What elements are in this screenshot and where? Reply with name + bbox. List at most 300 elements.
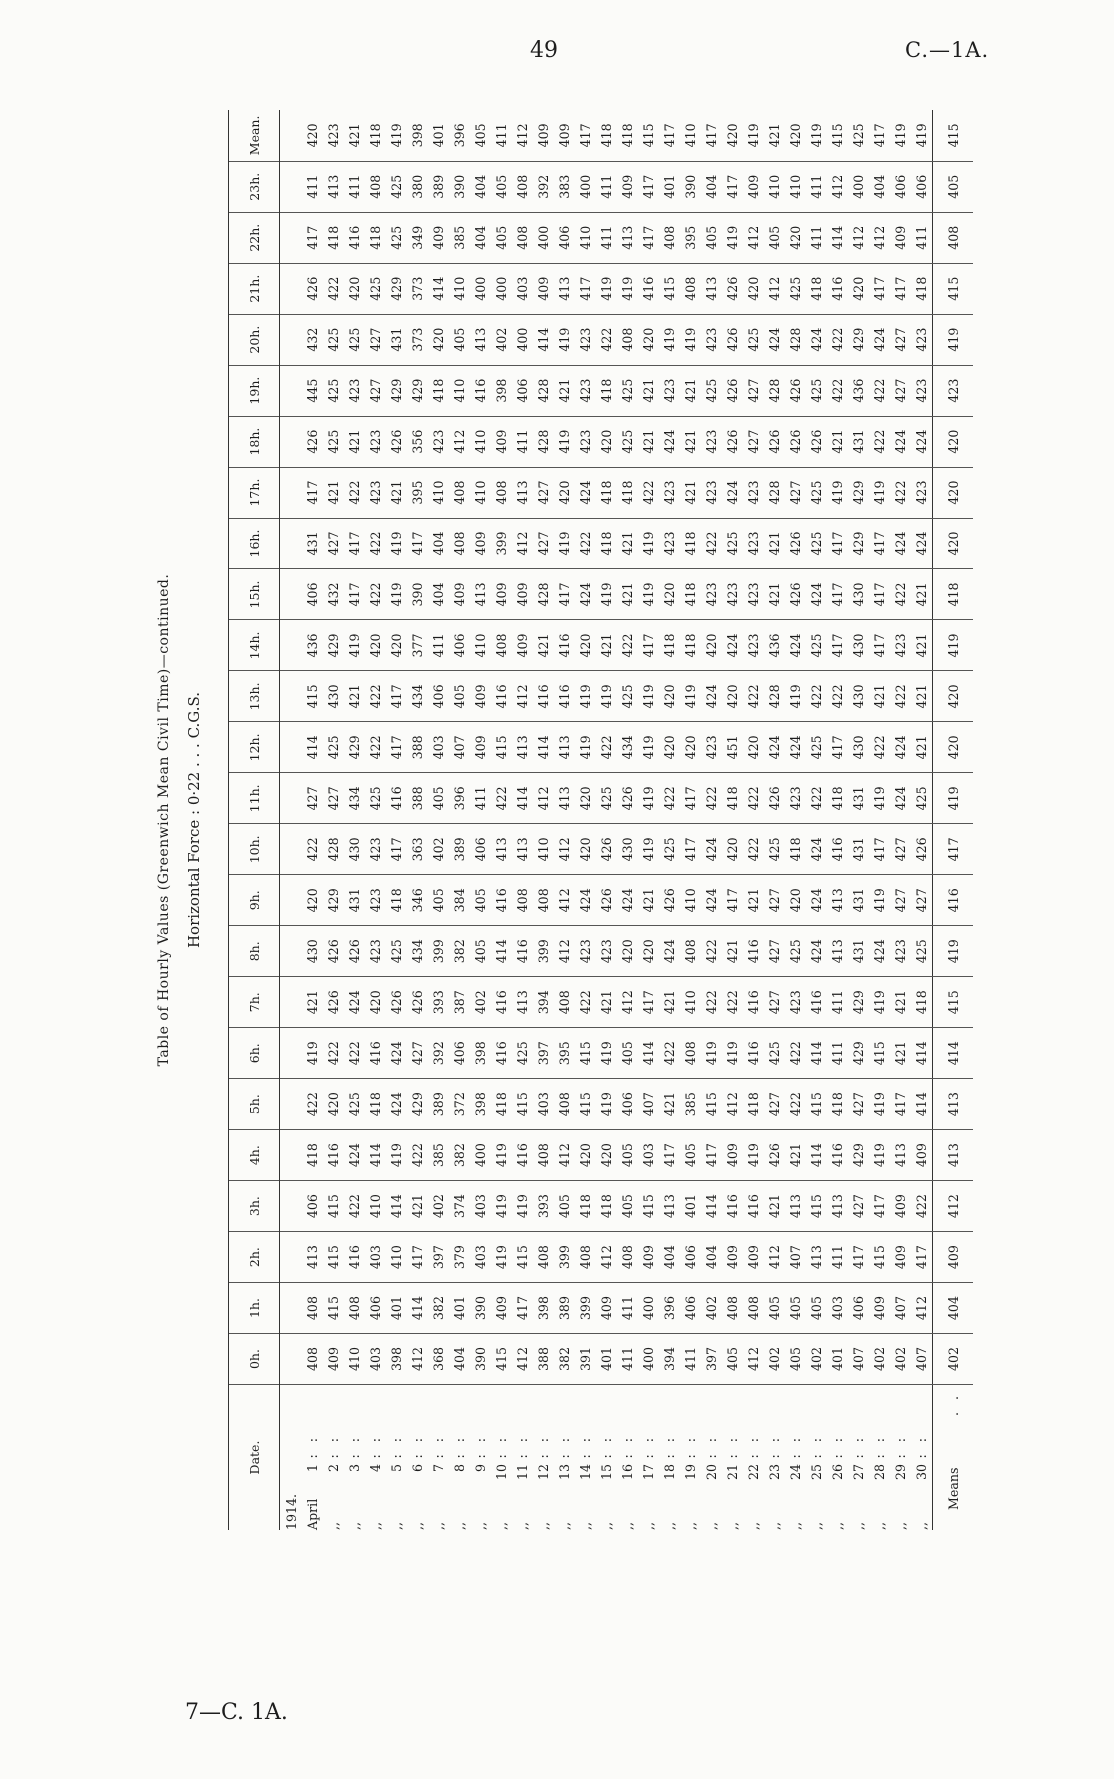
column-header: 15h. xyxy=(229,569,280,620)
day-number: 17 xyxy=(641,1464,656,1481)
hour-value-cell: 424 xyxy=(659,926,680,977)
table-header-row xyxy=(229,110,280,1530)
hour-value-cell: 423 xyxy=(365,824,386,875)
hour-value-cell: 405 xyxy=(617,1181,638,1232)
hour-value-cell: 426 xyxy=(764,1130,785,1181)
hour-value-cell: 424 xyxy=(386,1079,407,1130)
hour-value-cell: 427 xyxy=(890,365,911,416)
date-cell xyxy=(785,1385,806,1531)
hour-value-cell: 431 xyxy=(848,875,869,926)
hour-value-cell: 421 xyxy=(911,569,933,620)
means-value-cell: 420 xyxy=(933,467,974,518)
empty-cell xyxy=(280,569,303,620)
hour-value-cell: 393 xyxy=(428,977,449,1028)
hour-value-cell: 422 xyxy=(323,263,344,314)
hour-value-cell: 419 xyxy=(680,314,701,365)
hour-value-cell: 405 xyxy=(764,1283,785,1334)
ditto-mark: ,, xyxy=(599,1521,614,1530)
hour-value-cell: 427 xyxy=(764,1079,785,1130)
date-cell xyxy=(743,1385,764,1531)
hour-value-cell: 415 xyxy=(512,1232,533,1283)
hour-value-cell: 417 xyxy=(869,824,890,875)
hour-value-cell: 407 xyxy=(890,1283,911,1334)
hour-value-cell: 415 xyxy=(869,1232,890,1283)
hour-value-cell: 421 xyxy=(764,1181,785,1232)
hour-value-cell: 409 xyxy=(638,1232,659,1283)
leader-dots: : : xyxy=(767,1434,782,1459)
hour-value-cell: 434 xyxy=(407,671,428,722)
hour-value-cell: 424 xyxy=(806,875,827,926)
hour-value-cell: 417 xyxy=(827,722,848,773)
hour-value-cell: 408 xyxy=(554,1079,575,1130)
hour-value-cell: 429 xyxy=(848,314,869,365)
ditto-mark: ,, xyxy=(641,1521,656,1530)
leader-dots: : : xyxy=(683,1434,698,1459)
hour-value-cell: 425 xyxy=(701,365,722,416)
hour-value-cell: 419 xyxy=(869,467,890,518)
hour-value-cell: 417 xyxy=(890,263,911,314)
hour-value-cell: 422 xyxy=(659,1028,680,1079)
ditto-mark: ,, xyxy=(389,1521,404,1530)
hour-value-cell: 408 xyxy=(302,1283,323,1334)
hour-value-cell: 423 xyxy=(743,569,764,620)
table-row xyxy=(764,110,785,1530)
mean-value-cell: 411 xyxy=(491,110,512,161)
hour-value-cell: 389 xyxy=(554,1283,575,1334)
hour-value-cell: 428 xyxy=(785,314,806,365)
hour-value-cell: 406 xyxy=(680,1232,701,1283)
leader-dots: : : xyxy=(746,1434,761,1459)
hour-value-cell: 420 xyxy=(785,875,806,926)
date-cell xyxy=(596,1385,617,1531)
hour-value-cell: 421 xyxy=(911,620,933,671)
hour-value-cell: 413 xyxy=(302,1232,323,1283)
hour-value-cell: 421 xyxy=(785,1130,806,1181)
hour-value-cell: 426 xyxy=(617,773,638,824)
hour-value-cell: 431 xyxy=(344,875,365,926)
hour-value-cell: 412 xyxy=(911,1283,933,1334)
hour-value-cell: 418 xyxy=(680,569,701,620)
date-cell xyxy=(617,1385,638,1531)
hour-value-cell: 406 xyxy=(512,365,533,416)
hour-value-cell: 417 xyxy=(869,263,890,314)
table-row xyxy=(386,110,407,1530)
leader-dots: : : xyxy=(368,1434,383,1459)
hour-value-cell: 417 xyxy=(512,1283,533,1334)
hour-value-cell: 420 xyxy=(617,926,638,977)
hour-value-cell: 420 xyxy=(365,620,386,671)
hour-value-cell: 423 xyxy=(365,467,386,518)
empty-cell xyxy=(280,365,303,416)
hour-value-cell: 410 xyxy=(365,1181,386,1232)
hour-value-cell: 451 xyxy=(722,722,743,773)
leader-dots: : : xyxy=(830,1434,845,1459)
means-label: Means xyxy=(945,1467,961,1510)
day-number: 14 xyxy=(578,1464,593,1481)
hour-value-cell: 427 xyxy=(323,773,344,824)
hour-value-cell: 412 xyxy=(512,518,533,569)
hour-value-cell: 412 xyxy=(554,824,575,875)
hour-value-cell: 424 xyxy=(764,722,785,773)
hour-value-cell: 419 xyxy=(491,1232,512,1283)
mean-value-cell: 420 xyxy=(785,110,806,161)
hour-value-cell: 426 xyxy=(785,569,806,620)
hour-value-cell: 409 xyxy=(869,1283,890,1334)
table-subtitle: Horizontal Force : 0·22 . . . C.G.S. xyxy=(185,691,203,949)
hour-value-cell: 408 xyxy=(722,1283,743,1334)
hour-value-cell: 409 xyxy=(470,671,491,722)
hour-value-cell: 409 xyxy=(722,1232,743,1283)
hour-value-cell: 423 xyxy=(701,314,722,365)
means-value-cell: 417 xyxy=(933,824,974,875)
hour-value-cell: 420 xyxy=(659,671,680,722)
hour-value-cell: 425 xyxy=(386,212,407,263)
means-value-cell: 414 xyxy=(933,1028,974,1079)
hour-value-cell: 402 xyxy=(428,1181,449,1232)
hour-value-cell: 426 xyxy=(785,518,806,569)
hour-value-cell: 404 xyxy=(449,1334,470,1385)
hour-value-cell: 427 xyxy=(365,314,386,365)
hour-value-cell: 395 xyxy=(554,1028,575,1079)
hour-value-cell: 427 xyxy=(533,518,554,569)
hour-value-cell: 411 xyxy=(344,161,365,212)
hour-value-cell: 431 xyxy=(848,926,869,977)
mean-value-cell: 420 xyxy=(722,110,743,161)
hour-value-cell: 416 xyxy=(743,1028,764,1079)
ditto-mark: ,, xyxy=(473,1521,488,1530)
hour-value-cell: 387 xyxy=(449,977,470,1028)
hour-value-cell: 406 xyxy=(365,1283,386,1334)
date-cell xyxy=(575,1385,596,1531)
hour-value-cell: 421 xyxy=(911,722,933,773)
hour-value-cell: 411 xyxy=(680,1334,701,1385)
hour-value-cell: 413 xyxy=(491,824,512,875)
hour-value-cell: 413 xyxy=(701,263,722,314)
hour-value-cell: 424 xyxy=(806,926,827,977)
hour-value-cell: 379 xyxy=(449,1232,470,1283)
hour-value-cell: 419 xyxy=(344,620,365,671)
hour-value-cell: 409 xyxy=(491,416,512,467)
date-cell xyxy=(365,1385,386,1531)
hour-value-cell: 412 xyxy=(554,875,575,926)
hour-value-cell: 405 xyxy=(449,314,470,365)
hour-value-cell: 408 xyxy=(512,161,533,212)
date-cell xyxy=(323,1385,344,1531)
hour-value-cell: 412 xyxy=(512,1334,533,1385)
hour-value-cell: 406 xyxy=(302,569,323,620)
day-number: 15 xyxy=(599,1464,614,1481)
hour-value-cell: 417 xyxy=(827,569,848,620)
hour-value-cell: 412 xyxy=(554,926,575,977)
hour-value-cell: 428 xyxy=(764,671,785,722)
hour-value-cell: 415 xyxy=(491,722,512,773)
hour-value-cell: 389 xyxy=(449,824,470,875)
hour-value-cell: 425 xyxy=(806,518,827,569)
hour-value-cell: 426 xyxy=(806,416,827,467)
table-row xyxy=(806,110,827,1530)
empty-cell xyxy=(280,1130,303,1181)
column-header: 14h. xyxy=(229,620,280,671)
hour-value-cell: 415 xyxy=(869,1028,890,1079)
hour-value-cell: 424 xyxy=(890,416,911,467)
hour-value-cell: 416 xyxy=(806,977,827,1028)
mean-value-cell: 419 xyxy=(911,110,933,161)
hour-value-cell: 416 xyxy=(827,263,848,314)
hour-value-cell: 415 xyxy=(512,1079,533,1130)
hour-value-cell: 405 xyxy=(491,212,512,263)
leader-dots: : : xyxy=(410,1434,425,1459)
hour-value-cell: 408 xyxy=(617,1232,638,1283)
hour-value-cell: 417 xyxy=(869,1181,890,1232)
hour-value-cell: 420 xyxy=(659,722,680,773)
leader-dots: : : xyxy=(557,1434,572,1459)
hour-value-cell: 425 xyxy=(323,365,344,416)
hour-value-cell: 421 xyxy=(386,467,407,518)
means-value-cell: 419 xyxy=(933,926,974,977)
mean-value-cell: 420 xyxy=(302,110,323,161)
hour-value-cell: 413 xyxy=(890,1130,911,1181)
hour-value-cell: 427 xyxy=(911,875,933,926)
ditto-mark: ,, xyxy=(746,1521,761,1530)
means-value-cell: 413 xyxy=(933,1130,974,1181)
hour-value-cell: 419 xyxy=(638,569,659,620)
hour-value-cell: 419 xyxy=(554,314,575,365)
hour-value-cell: 425 xyxy=(323,416,344,467)
hour-value-cell: 404 xyxy=(428,518,449,569)
hour-value-cell: 417 xyxy=(302,212,323,263)
hour-value-cell: 413 xyxy=(827,926,848,977)
table-row xyxy=(638,110,659,1530)
hour-value-cell: 419 xyxy=(596,263,617,314)
hour-value-cell: 417 xyxy=(848,1232,869,1283)
hour-value-cell: 427 xyxy=(323,518,344,569)
hour-value-cell: 412 xyxy=(764,1232,785,1283)
hour-value-cell: 427 xyxy=(743,416,764,467)
hour-value-cell: 415 xyxy=(701,1079,722,1130)
hour-value-cell: 418 xyxy=(596,365,617,416)
hour-value-cell: 406 xyxy=(848,1283,869,1334)
hour-value-cell: 423 xyxy=(701,416,722,467)
hour-value-cell: 417 xyxy=(680,824,701,875)
hour-value-cell: 416 xyxy=(470,365,491,416)
hour-value-cell: 424 xyxy=(911,518,933,569)
hour-value-cell: 413 xyxy=(617,212,638,263)
date-cell xyxy=(911,1385,933,1531)
column-header: 3h. xyxy=(229,1181,280,1232)
means-value-cell: 415 xyxy=(933,110,974,161)
means-value-cell: 415 xyxy=(933,263,974,314)
leader-dots: : : xyxy=(473,1434,488,1459)
hour-value-cell: 420 xyxy=(596,1130,617,1181)
hour-value-cell: 402 xyxy=(806,1334,827,1385)
column-header: 1h. xyxy=(229,1283,280,1334)
hour-value-cell: 424 xyxy=(764,314,785,365)
leader-dots: : : xyxy=(893,1434,908,1459)
table-row xyxy=(428,110,449,1530)
hour-value-cell: 405 xyxy=(449,671,470,722)
hour-value-cell: 428 xyxy=(533,416,554,467)
column-header: 0h. xyxy=(229,1334,280,1385)
date-cell xyxy=(554,1385,575,1531)
hour-value-cell: 413 xyxy=(470,314,491,365)
table-row xyxy=(554,110,575,1530)
hour-value-cell: 416 xyxy=(638,263,659,314)
hour-value-cell: 415 xyxy=(323,1232,344,1283)
leader-dots: : : xyxy=(725,1434,740,1459)
mean-value-cell: 417 xyxy=(659,110,680,161)
empty-cell xyxy=(280,467,303,518)
hour-value-cell: 422 xyxy=(827,314,848,365)
hour-value-cell: 430 xyxy=(344,824,365,875)
hour-value-cell: 416 xyxy=(827,1130,848,1181)
hour-value-cell: 415 xyxy=(323,1283,344,1334)
hour-value-cell: 390 xyxy=(470,1283,491,1334)
ditto-mark: ,, xyxy=(620,1521,635,1530)
document-code: C.—1A. xyxy=(905,38,990,62)
hour-value-cell: 421 xyxy=(407,1181,428,1232)
leader-dots: : : xyxy=(809,1434,824,1459)
hour-value-cell: 426 xyxy=(302,263,323,314)
table-row xyxy=(659,110,680,1530)
hour-value-cell: 411 xyxy=(827,1232,848,1283)
hour-value-cell: 410 xyxy=(449,365,470,416)
mean-value-cell: 417 xyxy=(869,110,890,161)
hour-value-cell: 422 xyxy=(890,671,911,722)
column-header: 11h. xyxy=(229,773,280,824)
hour-value-cell: 427 xyxy=(785,467,806,518)
hour-value-cell: 418 xyxy=(596,467,617,518)
hour-value-cell: 423 xyxy=(785,773,806,824)
hour-value-cell: 423 xyxy=(659,365,680,416)
table-body xyxy=(280,110,974,1530)
hour-value-cell: 413 xyxy=(512,722,533,773)
hour-value-cell: 422 xyxy=(701,926,722,977)
hour-value-cell: 422 xyxy=(365,569,386,620)
hour-value-cell: 411 xyxy=(911,212,933,263)
column-header: 18h. xyxy=(229,416,280,467)
hour-value-cell: 410 xyxy=(533,824,554,875)
mean-value-cell: 419 xyxy=(890,110,911,161)
hour-value-cell: 416 xyxy=(554,671,575,722)
hour-value-cell: 436 xyxy=(848,365,869,416)
hour-value-cell: 392 xyxy=(533,161,554,212)
hour-value-cell: 421 xyxy=(659,977,680,1028)
hour-value-cell: 401 xyxy=(386,1283,407,1334)
table-row xyxy=(470,110,491,1530)
hour-value-cell: 425 xyxy=(806,467,827,518)
empty-cell xyxy=(280,875,303,926)
hour-value-cell: 388 xyxy=(407,773,428,824)
hour-value-cell: 422 xyxy=(701,773,722,824)
hour-value-cell: 419 xyxy=(722,212,743,263)
day-number: 16 xyxy=(620,1464,635,1481)
hour-value-cell: 418 xyxy=(302,1130,323,1181)
hour-value-cell: 415 xyxy=(806,1079,827,1130)
hour-value-cell: 419 xyxy=(638,773,659,824)
table-row xyxy=(848,110,869,1530)
hour-value-cell: 418 xyxy=(365,212,386,263)
hour-value-cell: 424 xyxy=(890,773,911,824)
hour-value-cell: 419 xyxy=(575,722,596,773)
hour-value-cell: 422 xyxy=(659,773,680,824)
hour-value-cell: 412 xyxy=(449,416,470,467)
table-row xyxy=(869,110,890,1530)
ditto-mark: ,, xyxy=(515,1521,530,1530)
hour-value-cell: 417 xyxy=(302,467,323,518)
mean-value-cell: 410 xyxy=(680,110,701,161)
leader-dots: : : xyxy=(599,1434,614,1459)
means-value-cell: 412 xyxy=(933,1181,974,1232)
leader-dots: : : xyxy=(788,1434,803,1459)
hour-value-cell: 414 xyxy=(911,1079,933,1130)
table-row xyxy=(407,110,428,1530)
day-number: 4 xyxy=(368,1464,383,1473)
hour-value-cell: 422 xyxy=(743,824,764,875)
hour-value-cell: 420 xyxy=(701,620,722,671)
hour-value-cell: 402 xyxy=(701,1283,722,1334)
day-number: 22 xyxy=(746,1464,761,1481)
hour-value-cell: 373 xyxy=(407,314,428,365)
hour-value-cell: 418 xyxy=(743,1079,764,1130)
hour-value-cell: 413 xyxy=(512,977,533,1028)
column-header: 8h. xyxy=(229,926,280,977)
column-header: 12h. xyxy=(229,722,280,773)
hour-value-cell: 417 xyxy=(869,620,890,671)
hour-value-cell: 421 xyxy=(680,467,701,518)
hour-value-cell: 425 xyxy=(617,365,638,416)
hour-value-cell: 402 xyxy=(764,1334,785,1385)
hour-value-cell: 390 xyxy=(449,161,470,212)
hour-value-cell: 416 xyxy=(365,1028,386,1079)
hour-value-cell: 424 xyxy=(785,620,806,671)
hour-value-cell: 419 xyxy=(743,1130,764,1181)
mean-value-cell: 396 xyxy=(449,110,470,161)
hour-value-cell: 431 xyxy=(848,773,869,824)
ditto-mark: ,, xyxy=(704,1521,719,1530)
hour-value-cell: 425 xyxy=(512,1028,533,1079)
hour-value-cell: 407 xyxy=(638,1079,659,1130)
hour-value-cell: 346 xyxy=(407,875,428,926)
hour-value-cell: 412 xyxy=(722,1079,743,1130)
hour-value-cell: 400 xyxy=(638,1283,659,1334)
hour-value-cell: 423 xyxy=(701,722,722,773)
ditto-mark: ,, xyxy=(914,1521,929,1530)
hour-value-cell: 410 xyxy=(764,161,785,212)
hour-value-cell: 425 xyxy=(344,1079,365,1130)
hour-value-cell: 405 xyxy=(470,926,491,977)
hour-value-cell: 425 xyxy=(617,416,638,467)
hour-value-cell: 413 xyxy=(554,722,575,773)
hour-value-cell: 416 xyxy=(344,212,365,263)
leader-dots: : : xyxy=(515,1434,530,1459)
hour-value-cell: 383 xyxy=(554,161,575,212)
hour-value-cell: 425 xyxy=(806,620,827,671)
hour-value-cell: 414 xyxy=(806,1028,827,1079)
hour-value-cell: 434 xyxy=(617,722,638,773)
hour-value-cell: 414 xyxy=(827,212,848,263)
hour-value-cell: 416 xyxy=(533,671,554,722)
hour-value-cell: 405 xyxy=(722,1334,743,1385)
hour-value-cell: 425 xyxy=(806,365,827,416)
hour-value-cell: 405 xyxy=(554,1181,575,1232)
hour-value-cell: 390 xyxy=(407,569,428,620)
hour-value-cell: 420 xyxy=(743,722,764,773)
hour-value-cell: 423 xyxy=(701,467,722,518)
hour-value-cell: 382 xyxy=(554,1334,575,1385)
hour-value-cell: 427 xyxy=(890,314,911,365)
hour-value-cell: 411 xyxy=(302,161,323,212)
hour-value-cell: 414 xyxy=(428,263,449,314)
